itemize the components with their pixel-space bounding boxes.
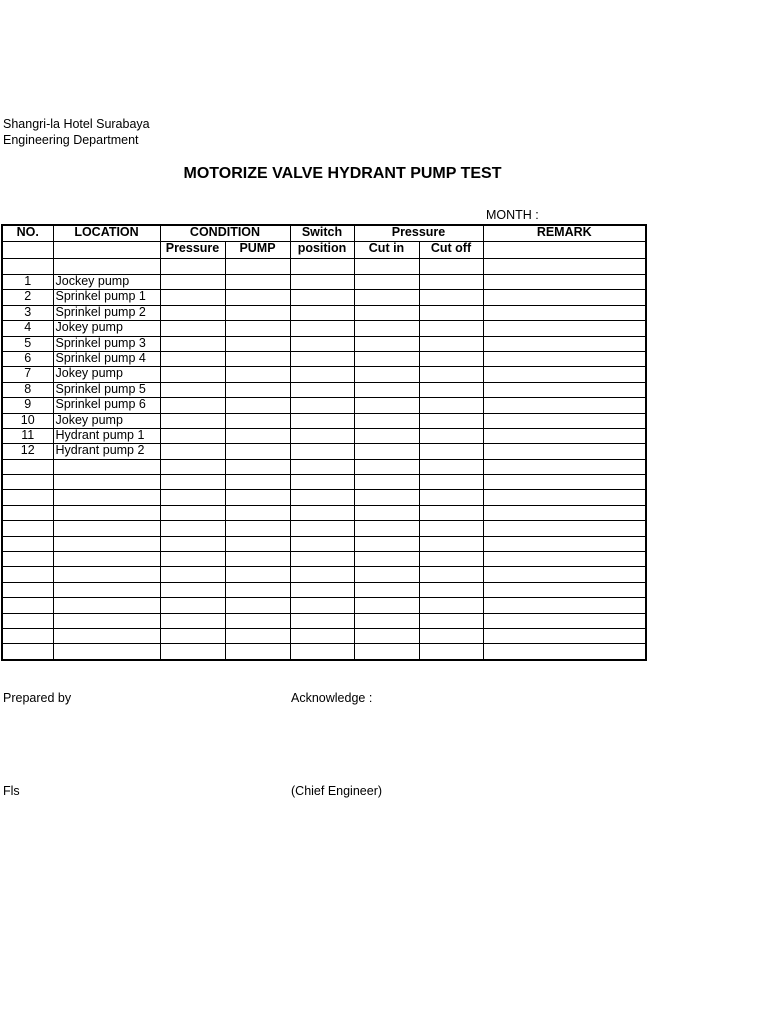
table-cell: [160, 428, 225, 443]
table-cell: [2, 582, 53, 597]
table-cell: [53, 459, 160, 474]
row-location: Sprinkel pump 5: [53, 382, 160, 397]
table-cell: [53, 536, 160, 551]
table-row: [2, 444, 646, 459]
table-cell: [483, 613, 646, 628]
table-cell: [419, 336, 483, 351]
header-switch: Switch: [290, 225, 354, 242]
table-row: [2, 398, 646, 413]
table-cell: [225, 259, 290, 275]
table-cell: [160, 490, 225, 505]
table-cell: [225, 613, 290, 628]
table-cell: [290, 552, 354, 567]
acknowledge-label: Acknowledge :: [291, 691, 373, 705]
empty-row: [2, 490, 646, 505]
table-cell: [53, 552, 160, 567]
table-cell: [483, 490, 646, 505]
empty-row: [2, 521, 646, 536]
table-cell: [483, 552, 646, 567]
table-cell: [483, 567, 646, 582]
table-cell: [354, 336, 419, 351]
header-no-cont: [2, 242, 53, 259]
table-cell: [419, 521, 483, 536]
table-cell: [290, 582, 354, 597]
row-location: Sprinkel pump 2: [53, 305, 160, 320]
table-cell: [354, 367, 419, 382]
table-cell: [354, 582, 419, 597]
table-cell: [53, 475, 160, 490]
table-row: [2, 321, 646, 336]
table-cell: [419, 351, 483, 366]
table-cell: [290, 536, 354, 551]
table-cell: [354, 628, 419, 643]
table-cell: [290, 598, 354, 613]
row-location: Sprinkel pump 6: [53, 398, 160, 413]
table-cell: [354, 444, 419, 459]
table-cell: [290, 475, 354, 490]
table-cell: [419, 444, 483, 459]
empty-row: [2, 459, 646, 474]
empty-row: [2, 552, 646, 567]
table-cell: [483, 259, 646, 275]
table-row: [2, 382, 646, 397]
table-cell: [160, 351, 225, 366]
table-cell: [354, 521, 419, 536]
empty-row: [2, 582, 646, 597]
table-cell: [290, 505, 354, 520]
row-location: Jokey pump: [53, 321, 160, 336]
table-cell: [419, 505, 483, 520]
table-cell: [160, 382, 225, 397]
table-cell: [354, 428, 419, 443]
table-cell: [419, 382, 483, 397]
header-cut-in: Cut in: [354, 242, 419, 259]
table-cell: [419, 428, 483, 443]
header-location: LOCATION: [53, 225, 160, 242]
table-cell: [354, 505, 419, 520]
table-cell: [483, 459, 646, 474]
row-location: Jockey pump: [53, 275, 160, 290]
table-cell: [2, 459, 53, 474]
empty-row: [2, 644, 646, 660]
table-cell: [290, 490, 354, 505]
table-cell: [160, 398, 225, 413]
header-no: NO.: [2, 225, 53, 242]
department-name: Engineering Department: [3, 133, 139, 147]
table-cell: [225, 398, 290, 413]
header-row-2: [2, 242, 646, 259]
table-cell: [354, 290, 419, 305]
table-cell: [483, 428, 646, 443]
table-cell: [419, 367, 483, 382]
empty-row: [2, 536, 646, 551]
table-cell: [290, 290, 354, 305]
empty-row: [2, 567, 646, 582]
table-cell: [225, 628, 290, 643]
table-cell: [290, 413, 354, 428]
table-cell: [160, 521, 225, 536]
table-cell: [419, 613, 483, 628]
table-cell: [225, 598, 290, 613]
table-cell: [160, 275, 225, 290]
row-location: Sprinkel pump 4: [53, 351, 160, 366]
table-cell: [290, 444, 354, 459]
table-cell: [290, 305, 354, 320]
table-cell: [225, 567, 290, 582]
table-cell: [290, 367, 354, 382]
table-cell: [160, 305, 225, 320]
row-number: 8: [2, 382, 53, 397]
header-pump: PUMP: [225, 242, 290, 259]
table-cell: [290, 567, 354, 582]
table-cell: [483, 321, 646, 336]
table-cell: [419, 321, 483, 336]
table-cell: [160, 582, 225, 597]
table-cell: [354, 459, 419, 474]
row-number: 5: [2, 336, 53, 351]
table-row: [2, 275, 646, 290]
table-cell: [225, 505, 290, 520]
header-remark: REMARK: [483, 225, 646, 242]
table-cell: [160, 505, 225, 520]
table-cell: [225, 305, 290, 320]
table-cell: [483, 305, 646, 320]
table-cell: [290, 628, 354, 643]
table-cell: [483, 628, 646, 643]
table-cell: [2, 552, 53, 567]
table-cell: [483, 505, 646, 520]
row-location: Hydrant pump 2: [53, 444, 160, 459]
table-cell: [225, 644, 290, 660]
table-cell: [354, 305, 419, 320]
table-cell: [354, 552, 419, 567]
table-cell: [483, 351, 646, 366]
table-cell: [419, 275, 483, 290]
table-cell: [419, 475, 483, 490]
table-cell: [225, 351, 290, 366]
table-cell: [225, 428, 290, 443]
table-cell: [160, 290, 225, 305]
header-pressure: Pressure: [160, 242, 225, 259]
row-location: Jokey pump: [53, 367, 160, 382]
table-cell: [160, 459, 225, 474]
table-cell: [290, 459, 354, 474]
table-cell: [419, 259, 483, 275]
row-number: 1: [2, 275, 53, 290]
row-number: 7: [2, 367, 53, 382]
row-number: 2: [2, 290, 53, 305]
table-cell: [225, 382, 290, 397]
row-number: 10: [2, 413, 53, 428]
table-cell: [290, 275, 354, 290]
table-cell: [160, 475, 225, 490]
table-cell: [483, 382, 646, 397]
row-number: 3: [2, 305, 53, 320]
table-cell: [160, 259, 225, 275]
table-cell: [483, 413, 646, 428]
table-row: [2, 290, 646, 305]
table-cell: [2, 521, 53, 536]
table-cell: [225, 536, 290, 551]
header-location-cont: [53, 242, 160, 259]
header-condition: CONDITION: [160, 225, 290, 242]
header-row-1: [2, 225, 646, 242]
table-cell: [483, 275, 646, 290]
table-cell: [483, 367, 646, 382]
table-cell: [483, 644, 646, 660]
table-cell: [483, 444, 646, 459]
table-cell: [483, 398, 646, 413]
table-row: [2, 413, 646, 428]
table-cell: [354, 382, 419, 397]
table-cell: [354, 321, 419, 336]
table-cell: [290, 428, 354, 443]
empty-row: [2, 628, 646, 643]
table-cell: [2, 536, 53, 551]
table-cell: [160, 552, 225, 567]
table-body: [2, 259, 646, 660]
table-cell: [225, 413, 290, 428]
table-cell: [225, 275, 290, 290]
table-cell: [354, 567, 419, 582]
row-number: 11: [2, 428, 53, 443]
table-row: [2, 367, 646, 382]
table-cell: [160, 613, 225, 628]
prepared-by-label: Prepared by: [3, 691, 72, 705]
table-cell: [225, 475, 290, 490]
table-cell: [2, 475, 53, 490]
table-cell: [225, 521, 290, 536]
table-cell: [354, 613, 419, 628]
table-cell: [53, 598, 160, 613]
table-cell: [354, 275, 419, 290]
table-cell: [2, 613, 53, 628]
table-cell: [290, 336, 354, 351]
table-cell: [419, 290, 483, 305]
header-cut-off: Cut off: [419, 242, 483, 259]
table-cell: [354, 490, 419, 505]
table-cell: [290, 398, 354, 413]
table-cell: [53, 613, 160, 628]
table-cell: [2, 567, 53, 582]
empty-row: [2, 613, 646, 628]
table-cell: [483, 582, 646, 597]
table-cell: [419, 567, 483, 582]
table-cell: [225, 290, 290, 305]
table-cell: [225, 490, 290, 505]
hotel-name: Shangri-la Hotel Surabaya: [3, 117, 150, 131]
table-cell: [160, 628, 225, 643]
table-cell: [225, 336, 290, 351]
table-cell: [160, 644, 225, 660]
header-pressure-group: Pressure: [354, 225, 483, 242]
table-cell: [419, 459, 483, 474]
table-cell: [2, 490, 53, 505]
table-cell: [354, 536, 419, 551]
table-row: [2, 336, 646, 351]
table-cell: [2, 259, 53, 275]
table-cell: [419, 628, 483, 643]
table-cell: [419, 598, 483, 613]
table-cell: [354, 644, 419, 660]
empty-row: [2, 259, 646, 275]
table-cell: [225, 552, 290, 567]
pump-test-table: [1, 224, 647, 661]
table-cell: [354, 259, 419, 275]
row-location: Sprinkel pump 1: [53, 290, 160, 305]
table-cell: [225, 321, 290, 336]
row-number: 4: [2, 321, 53, 336]
table-cell: [419, 536, 483, 551]
table-cell: [354, 413, 419, 428]
table-cell: [160, 336, 225, 351]
row-number: 9: [2, 398, 53, 413]
table-cell: [290, 613, 354, 628]
table-cell: [160, 321, 225, 336]
table-cell: [354, 398, 419, 413]
table-cell: [290, 644, 354, 660]
table-cell: [290, 321, 354, 336]
table-cell: [419, 398, 483, 413]
table-cell: [53, 582, 160, 597]
table-cell: [160, 413, 225, 428]
table-cell: [225, 444, 290, 459]
table-cell: [483, 290, 646, 305]
table-cell: [290, 521, 354, 536]
row-location: Jokey pump: [53, 413, 160, 428]
table-cell: [53, 644, 160, 660]
row-number: 12: [2, 444, 53, 459]
row-number: 6: [2, 351, 53, 366]
table-cell: [160, 567, 225, 582]
table-cell: [160, 444, 225, 459]
table-cell: [53, 505, 160, 520]
header-switch-position: position: [290, 242, 354, 259]
table-cell: [53, 490, 160, 505]
table-cell: [483, 598, 646, 613]
table-cell: [419, 582, 483, 597]
header-remark-cont: [483, 242, 646, 259]
empty-row: [2, 505, 646, 520]
month-label: MONTH :: [486, 208, 539, 222]
table-cell: [419, 490, 483, 505]
table-cell: [419, 413, 483, 428]
row-location: Sprinkel pump 3: [53, 336, 160, 351]
table-cell: [2, 644, 53, 660]
table-cell: [225, 367, 290, 382]
table-cell: [483, 336, 646, 351]
signer-left: Fls: [3, 784, 20, 798]
table-cell: [354, 351, 419, 366]
table-cell: [419, 305, 483, 320]
table-cell: [53, 521, 160, 536]
table-cell: [160, 598, 225, 613]
table-row: [2, 428, 646, 443]
table-cell: [419, 552, 483, 567]
empty-row: [2, 598, 646, 613]
table-row: [2, 351, 646, 366]
table-cell: [53, 259, 160, 275]
table-cell: [2, 628, 53, 643]
table-cell: [53, 567, 160, 582]
table-cell: [225, 459, 290, 474]
table-cell: [160, 367, 225, 382]
table-cell: [290, 259, 354, 275]
table-cell: [2, 505, 53, 520]
table-cell: [354, 598, 419, 613]
table-cell: [419, 644, 483, 660]
table-cell: [160, 536, 225, 551]
table-cell: [483, 475, 646, 490]
table-cell: [483, 521, 646, 536]
table-cell: [2, 598, 53, 613]
table-cell: [225, 582, 290, 597]
empty-row: [2, 475, 646, 490]
document-title: MOTORIZE VALVE HYDRANT PUMP TEST: [183, 165, 502, 182]
signer-right: (Chief Engineer): [291, 784, 383, 798]
table-cell: [290, 351, 354, 366]
table-cell: [290, 382, 354, 397]
table-cell: [483, 536, 646, 551]
table-cell: [354, 475, 419, 490]
table-row: [2, 305, 646, 320]
table-cell: [53, 628, 160, 643]
row-location: Hydrant pump 1: [53, 428, 160, 443]
